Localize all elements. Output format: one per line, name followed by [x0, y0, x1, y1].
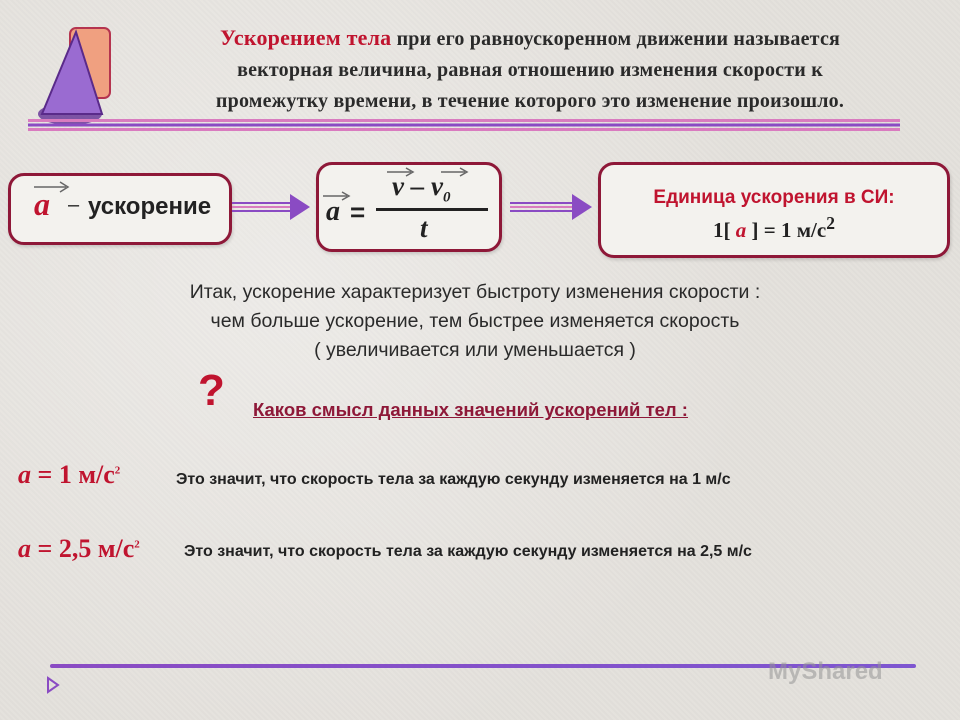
formula-v0-sub: 0 [442, 189, 451, 206]
decorative-shapes-icon [36, 22, 112, 134]
question-mark: ? [198, 366, 225, 415]
example-1-symbol: a [18, 460, 31, 489]
example-1-value: a = 1 $м/с^2$ [18, 460, 121, 489]
right-arrow-icon [510, 192, 594, 222]
symbol-dash: – [68, 194, 80, 216]
definition-term: Ускорением тела [219, 25, 392, 50]
formula-denominator: t [420, 213, 428, 243]
unit-symbol: a [735, 218, 747, 242]
conclusion-text [60, 278, 890, 365]
conclusion-line3: ( увеличивается или уменьшается ) [314, 339, 636, 361]
unit-suffix: ] = 1 м/с [751, 218, 827, 242]
unit-power: 2 [826, 213, 835, 233]
unit-title: Единица ускорения в СИ: [653, 187, 895, 208]
unit-value [598, 213, 950, 243]
conclusion-line1: Итак, ускорение характеризует быстроту изменения скорости : [189, 281, 761, 303]
formula-v: v [392, 171, 404, 201]
acceleration-symbol: a [34, 186, 50, 222]
formula-numerator [392, 172, 450, 211]
formula-lhs: a [326, 196, 340, 227]
fraction-bar [376, 208, 488, 211]
formula-equals: = [350, 197, 366, 227]
right-arrow-icon [232, 192, 312, 222]
unit-prefix: 1[ [713, 218, 731, 242]
definition-line2: векторная величина, равная отношению изменения скорости к [237, 59, 823, 81]
definition-line1: при его равноускоренном движении называется [391, 28, 841, 50]
question-text: Каков смысл данных значений ускорений тел : [253, 399, 688, 420]
example-2-symbol: a [18, 534, 31, 563]
header-divider [28, 119, 900, 131]
example-2-text: Это значит, что скорость тела за каждую секунду изменяется на 2,5 м/с [184, 543, 752, 560]
watermark: MyShared [768, 658, 883, 685]
example-1-text: Это значит, что скорость тела за каждую секунду изменяется на 1 м/с [176, 471, 731, 488]
acceleration-word: ускорение [88, 193, 212, 220]
formula-minus: – [410, 171, 425, 201]
definition-line3: промежутку времени, в течение которого это изменение произошло. [215, 90, 845, 112]
unit-box [598, 162, 950, 258]
definition-text [110, 22, 950, 117]
formula-v0: v [430, 171, 443, 201]
conclusion-line2: чем больше ускорение, тем быстрее изменяется скорость [210, 310, 740, 332]
nav-play-icon[interactable] [46, 676, 60, 694]
example-2-value: a = 2,5 $м/с^2$ [18, 534, 140, 563]
